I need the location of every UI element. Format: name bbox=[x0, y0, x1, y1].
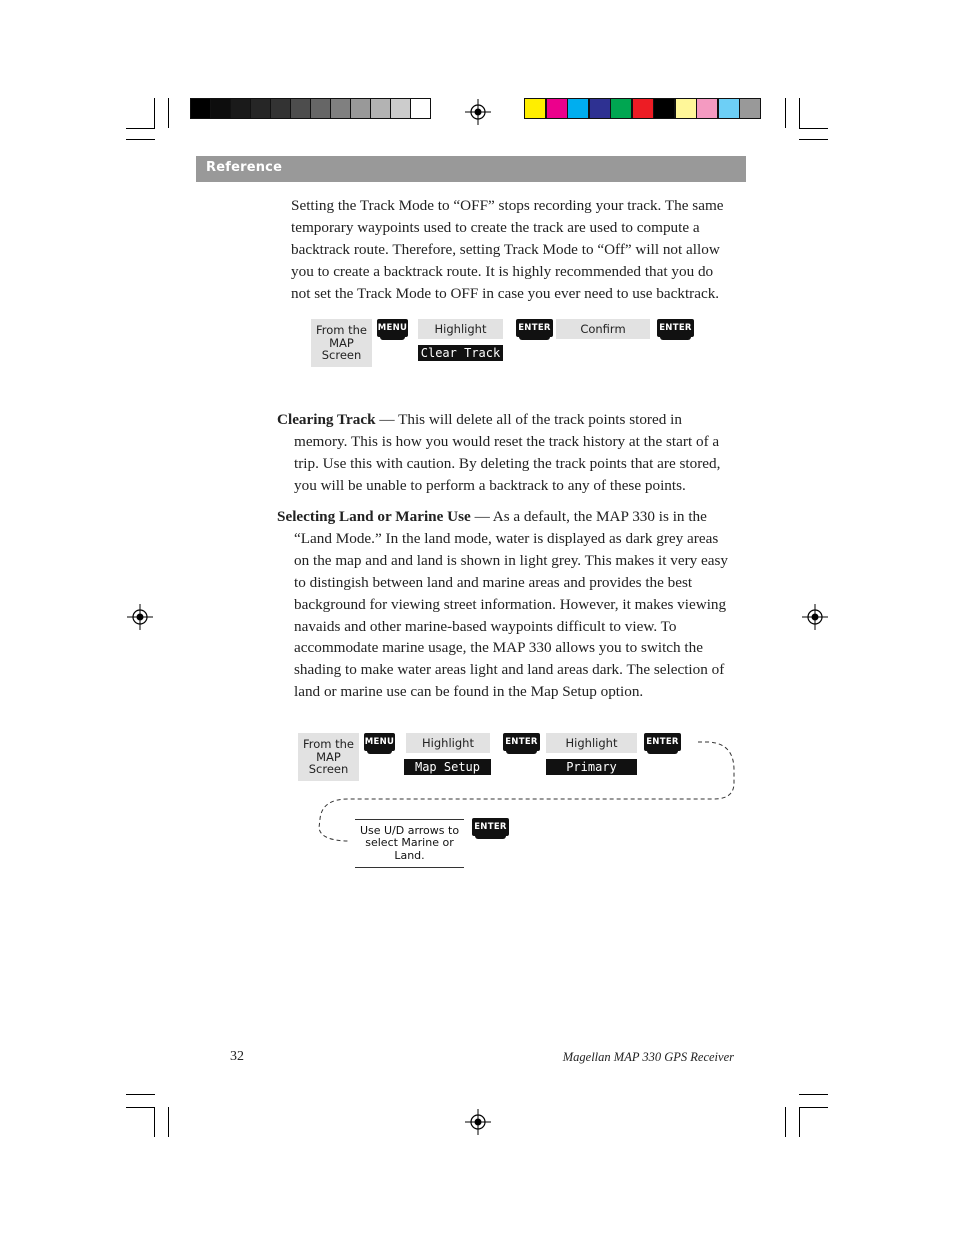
grey-swatch bbox=[210, 98, 231, 119]
definition-term: Selecting Land or Marine Use bbox=[277, 508, 471, 525]
clearing-track-definition bbox=[277, 409, 737, 497]
menu-key-icon: MENU bbox=[377, 319, 408, 337]
enter-key-icon: ENTER bbox=[657, 319, 694, 337]
crop-mark bbox=[168, 1107, 169, 1137]
crop-mark bbox=[799, 1107, 828, 1108]
color-swatch bbox=[589, 98, 611, 119]
crop-mark bbox=[799, 139, 828, 140]
menu-key-icon: MENU bbox=[364, 733, 395, 751]
grey-swatch bbox=[370, 98, 391, 119]
color-swatch bbox=[546, 98, 568, 119]
color-swatch bbox=[567, 98, 589, 119]
grey-swatch bbox=[410, 98, 431, 119]
running-footer-title: Magellan MAP 330 GPS Receiver bbox=[562, 1050, 734, 1064]
crop-mark bbox=[799, 1094, 828, 1095]
registration-mark-icon bbox=[465, 1109, 491, 1135]
color-swatch bbox=[739, 98, 761, 119]
color-swatch bbox=[653, 98, 675, 119]
enter-key-icon: ENTER bbox=[472, 818, 509, 836]
crop-mark bbox=[799, 1107, 800, 1137]
crop-mark bbox=[126, 139, 155, 140]
registration-mark-icon bbox=[802, 604, 828, 630]
color-swatch bbox=[675, 98, 697, 119]
page-number: 32 bbox=[230, 1049, 244, 1064]
definition-text: — As a default, the MAP 330 is in the “Land Mode.” In the land mode, water is displayed as dark grey areas on the map and and land is shown in light grey. This makes it very easy to distingish between land and marine areas and provides the best background for viewing street information. However, it makes viewing navaids and other marine-based waypoints difficult to view. To accommodate marine usage, the MAP 330 allows you to switch the shading to make water areas light and land areas dark. The selection of land or marine use can be found in the Map Setup option. bbox=[294, 508, 729, 701]
color-swatch bbox=[696, 98, 718, 119]
clear-track-label: Clear Track bbox=[418, 345, 503, 361]
flow-highlight-box: Highlight bbox=[406, 733, 490, 753]
flow-highlight-box: Highlight bbox=[418, 319, 503, 339]
enter-key-icon: ENTER bbox=[503, 733, 540, 751]
section-title: Reference bbox=[206, 160, 283, 175]
grey-swatch bbox=[190, 98, 211, 119]
crop-mark bbox=[785, 98, 786, 128]
grey-swatch bbox=[250, 98, 271, 119]
color-swatch bbox=[610, 98, 632, 119]
color-swatch bbox=[524, 98, 546, 119]
crop-mark bbox=[799, 128, 828, 129]
crop-mark bbox=[785, 1107, 786, 1137]
grey-swatch bbox=[270, 98, 291, 119]
color-swatch bbox=[718, 98, 740, 119]
crop-mark bbox=[799, 98, 800, 128]
crop-mark bbox=[126, 1094, 155, 1095]
grey-swatch bbox=[330, 98, 351, 119]
flow-start-box: From the MAP Screen bbox=[311, 319, 372, 367]
grey-swatch bbox=[310, 98, 331, 119]
enter-key-icon: ENTER bbox=[516, 319, 553, 337]
registration-mark-icon bbox=[465, 99, 491, 125]
map-setup-label: Map Setup bbox=[404, 759, 491, 775]
crop-mark bbox=[154, 98, 155, 128]
instruction-note: Use U/D arrows to select Marine or Land. bbox=[355, 819, 464, 868]
land-marine-definition bbox=[277, 506, 737, 703]
grey-swatch bbox=[390, 98, 411, 119]
crop-mark bbox=[154, 1107, 155, 1137]
flow-confirm-box: Confirm bbox=[556, 319, 650, 339]
flow-start-box: From the MAP Screen bbox=[298, 733, 359, 781]
registration-mark-icon bbox=[127, 604, 153, 630]
flow-highlight-box: Highlight bbox=[546, 733, 637, 753]
grey-swatch bbox=[350, 98, 371, 119]
intro-paragraph: Setting the Track Mode to “OFF” stops recording your track. The same temporary waypoints used to create the track are used to compute a backtrack route. Therefore, setting Track Mode to “Off” will not allow you to create a backtrack route. It is highly recommended that you do not set the Track Mode to OFF in case you ever need to use backtrack. bbox=[291, 197, 724, 302]
crop-mark bbox=[168, 98, 169, 128]
enter-key-icon: ENTER bbox=[644, 733, 681, 751]
color-swatch bbox=[632, 98, 654, 119]
crop-mark bbox=[126, 1107, 155, 1108]
definition-term: Clearing Track bbox=[277, 411, 376, 428]
crop-mark bbox=[126, 128, 155, 129]
grey-swatch bbox=[290, 98, 311, 119]
primary-usage-label: Primary Usage bbox=[546, 759, 637, 775]
grey-swatch bbox=[230, 98, 251, 119]
definition-text: — This will delete all of the track points stored in memory. This is how you would reset the track history at the start of a trip. Use this with caution. By deleting the track points that are stored, you will be unable to perform a backtrack to any of these points. bbox=[294, 411, 721, 494]
